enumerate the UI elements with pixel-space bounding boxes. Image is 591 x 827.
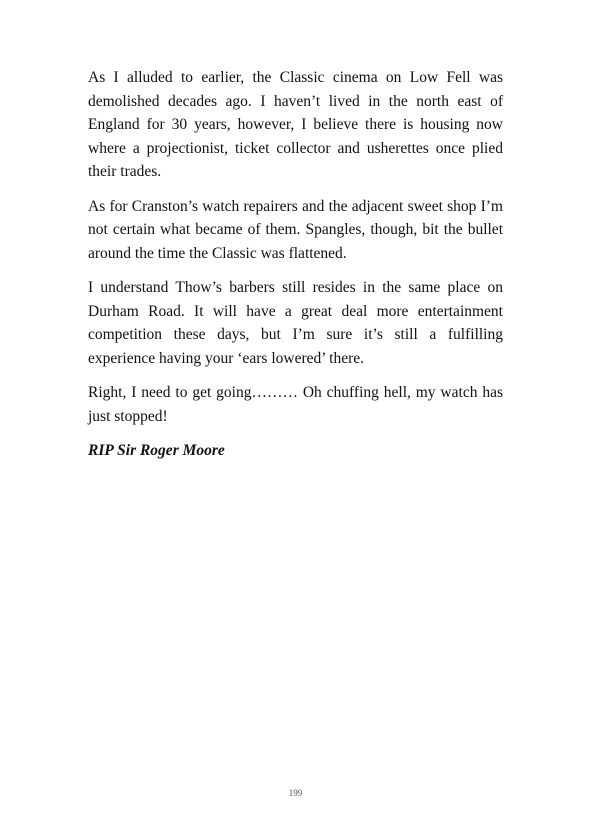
tribute-line: RIP Sir Roger Moore	[88, 442, 225, 459]
paragraph-cranstons: As for Cranston’s watch repairers and the adjacent sweet shop I’m not certain what became of them. Spangles, though, bit the bullet around the time the Classic was flattened.	[88, 197, 503, 262]
paragraph-watch-stopped: Right, I need to get going……… Oh chuffing hell, my watch has just stopped!	[88, 384, 503, 425]
paragraph-classic-cinema: As I alluded to earlier, the Classic cinema on Low Fell was demolished decades ago. I haven’t lived in the north east of England for 30 years, however, I believe there is housing now where a projectionist, ticket collector and usherettes once plied their trades.	[88, 69, 503, 180]
body-text	[88, 66, 503, 474]
page-number: 199	[288, 788, 303, 798]
paragraph-thows-barbers: I understand Thow’s barbers still resides in the same place on Durham Road. It will have a great deal more entertainment competition these days, but I’m sure it’s still a fulfilling experience having your ‘ears lowered’ there.	[88, 279, 503, 367]
